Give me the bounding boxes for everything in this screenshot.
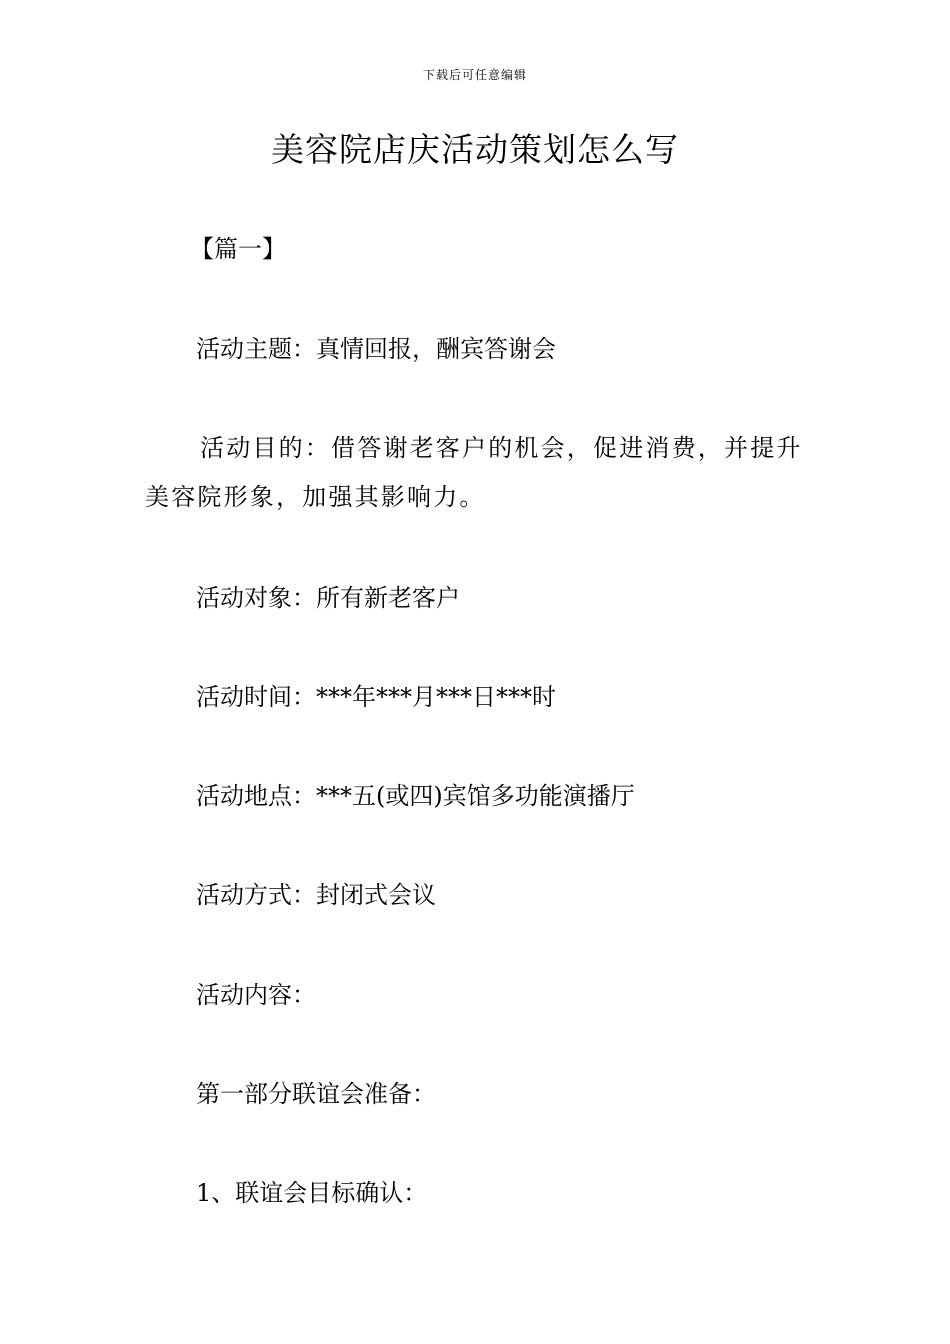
part-one-heading: 第一部分联谊会准备： [196,1080,436,1108]
header-note: 下载后可任意编辑 [422,68,527,82]
section-label: 【篇一】 [190,235,286,263]
activity-location: 活动地点：***五(或四)宾馆多功能演播厅 [196,782,635,810]
item-one: 1、联谊会目标确认： [196,1179,428,1207]
activity-purpose: 活动目的：借答谢老客户的机会，促进消费，并提升美容院形象，加强其影响力。 [145,434,803,511]
activity-time: 活动时间：***年***月***日***时 [196,683,556,711]
activity-audience: 活动对象：所有新老客户 [196,584,460,612]
activity-format: 活动方式：封闭式会议 [196,881,436,909]
activity-content: 活动内容： [196,981,316,1009]
activity-theme: 活动主题：真情回报，酬宾答谢会 [196,335,556,363]
document-title: 美容院店庆活动策划怎么写 [271,130,679,169]
